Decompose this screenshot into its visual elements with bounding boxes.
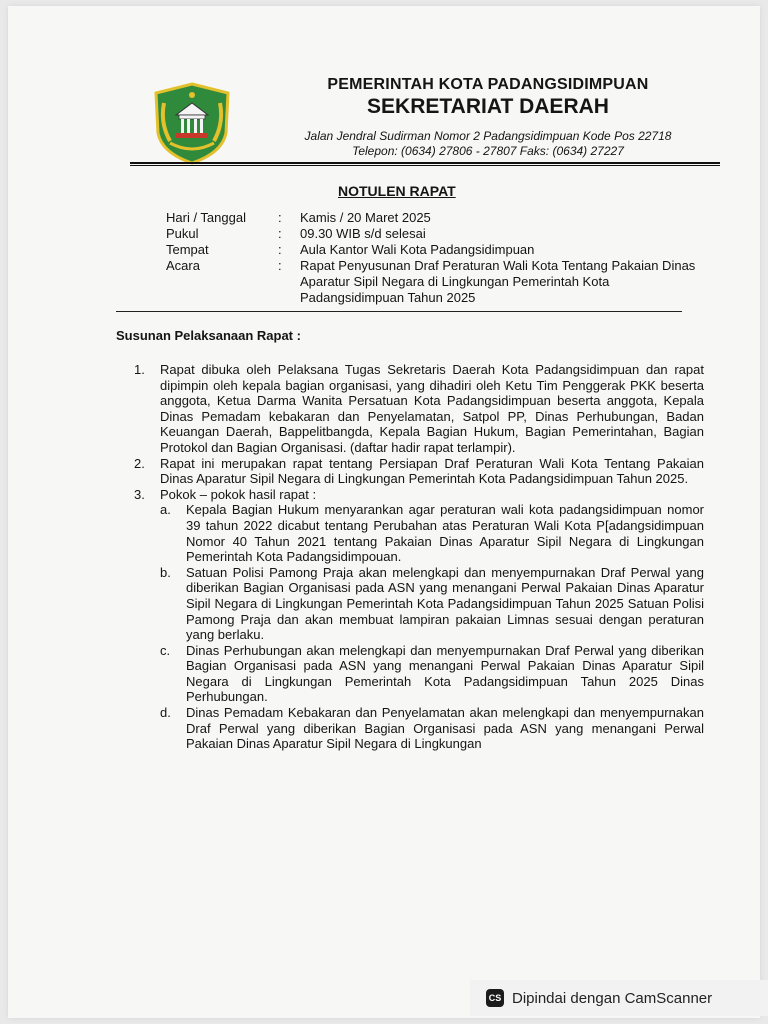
meta-colon: :	[278, 258, 282, 273]
meta-key: Tempat	[166, 242, 209, 257]
meeting-details	[166, 210, 711, 306]
section-divider	[116, 311, 682, 312]
sub-item-text: Kepala Bagian Hukum menyarankan agar peraturan wali kota padangsidimpuan nomor 39 tahun 2022 dicabut tentang Perubahan atas Peraturan Wali Kota P[adangsidimpuan Nomor 40 Tahun 2021 tentang Pakaian Dinas Aparatur Sipil Negara di Lingkungan Pemerintah Kota Padangsidimpouan.	[186, 502, 704, 565]
item-text: Pokok – pokok hasil rapat :	[160, 486, 317, 502]
government-name: PEMERINTAH KOTA PADANGSIDIMPUAN	[327, 76, 649, 93]
meta-row-agenda	[166, 258, 711, 306]
meta-key: Hari / Tanggal	[166, 210, 246, 225]
minutes-body	[134, 362, 704, 752]
meta-row-place	[166, 242, 711, 258]
sub-list-item	[134, 565, 704, 643]
list-item	[134, 487, 704, 503]
meta-value: Kamis / 20 Maret 2025	[300, 210, 431, 225]
letterhead-divider	[130, 162, 720, 164]
meta-value: 09.30 WIB s/d selesai	[300, 226, 426, 241]
sub-item-text: Dinas Perhubungan akan melengkapi dan menyempurnakan Draf Perwal yang diberikan Bagian Organisasi pada ASN yang menangani Perwal Pakaian Dinas Aparatur Sipil Negara di Lingkungan Pemerintah Kota Padangsidimpuan Tahun 2025 Dinas Perhubungan.	[186, 642, 704, 705]
item-text: Rapat ini merupakan rapat tentang Persiapan Draf Peraturan Wali Kota Tentang Pakaian Dinas Aparatur Sipil Negara di Lingkungan Pemerintah Kota Padangsidimpuan Tahun 2025.	[160, 455, 704, 487]
document-title: NOTULEN RAPAT	[338, 183, 456, 199]
letterhead	[258, 76, 718, 158]
sub-item-letter: a.	[160, 502, 171, 518]
office-name: SEKRETARIAT DAERAH	[367, 95, 609, 118]
meta-value: Aula Kantor Wali Kota Padangsidimpuan	[300, 242, 535, 257]
camscanner-logo-icon: CS	[486, 989, 504, 1007]
meta-colon: :	[278, 226, 282, 241]
item-number: 3.	[134, 486, 145, 502]
sub-item-letter: b.	[160, 564, 171, 580]
office-address: Jalan Jendral Sudirman Nomor 2 Padangsidimpuan Kode Pos 22718	[304, 129, 672, 143]
meta-colon: :	[278, 210, 282, 225]
item-number: 1.	[134, 362, 145, 377]
sub-item-text: Dinas Pemadam Kebakaran dan Penyelamatan akan melengkapi dan menyempurnakan Draf Perwal yang diberikan Bagian Organisasi pada ASN yang menangani Perwal Pakaian Dinas Aparatur Sipil Negara di Lingkungan	[186, 705, 704, 752]
letterhead-divider-thin	[130, 165, 720, 166]
office-contact: Telepon: (0634) 27806 - 27807 Faks: (0634) 27227	[352, 144, 624, 158]
meta-row-time	[166, 226, 711, 242]
item-number: 2.	[134, 455, 145, 471]
section-heading: Susunan Pelaksanaan Rapat :	[116, 328, 301, 343]
list-item	[134, 362, 704, 456]
meta-row-date	[166, 210, 711, 226]
city-emblem-icon	[148, 81, 236, 165]
sub-list-item	[134, 643, 704, 705]
meta-key: Acara	[166, 258, 200, 273]
item-text: Rapat dibuka oleh Pelaksana Tugas Sekretaris Daerah Kota Padangsidimpuan dan rapat dipimpin oleh kepala bagian organisasi, yang dihadiri oleh Ketu Tim Penggerak PKK beserta anggota, Ketua Darma Wanita Persatuan Kota Padangsidimpuan beserta anggota, Kepala Dinas Pemadam kebakaran dan Penyelamatan, Satpol PP, Dinas Perhubungan, Badan Keuangan Daerah, Bappelitbangda, Kepala Bagian Hukum, Bagian Pemerintahan, Bagian Protokol dan Bagian Organisasi. (daftar hadir rapat terlampir).	[160, 362, 704, 455]
sub-item-letter: d.	[160, 705, 171, 721]
meta-value: Rapat Penyusunan Draf Peraturan Wali Kota Tentang Pakaian Dinas Aparatur Sipil Negara di Lingkungan Pemerintah Kota Padangsidimpuan Tahun 2025	[300, 258, 696, 305]
scanner-watermark	[470, 980, 768, 1016]
watermark-text: Dipindai dengan CamScanner	[512, 989, 713, 1007]
meta-key: Pukul	[166, 226, 199, 241]
sub-list-item	[134, 705, 704, 752]
meta-colon: :	[278, 242, 282, 257]
document-page	[8, 6, 760, 1018]
sub-list-item	[134, 502, 704, 564]
sub-item-text: Satuan Polisi Pamong Praja akan melengkapi dan menyempurnakan Draf Perwal yang diberikan Bagian Organisasi pada ASN yang menangani Perwal Pakaian Dinas Aparatur Sipil Negara di Lingkungan Pemerintah Kota Padangsidimpuan Tahun 2025 Satuan Polisi Pamong Praja dan akan membuat lampiran pakaian Limnas sesuai dengan peraturan yang berlaku.	[186, 564, 704, 643]
list-item	[134, 456, 704, 487]
sub-item-letter: c.	[160, 642, 171, 658]
